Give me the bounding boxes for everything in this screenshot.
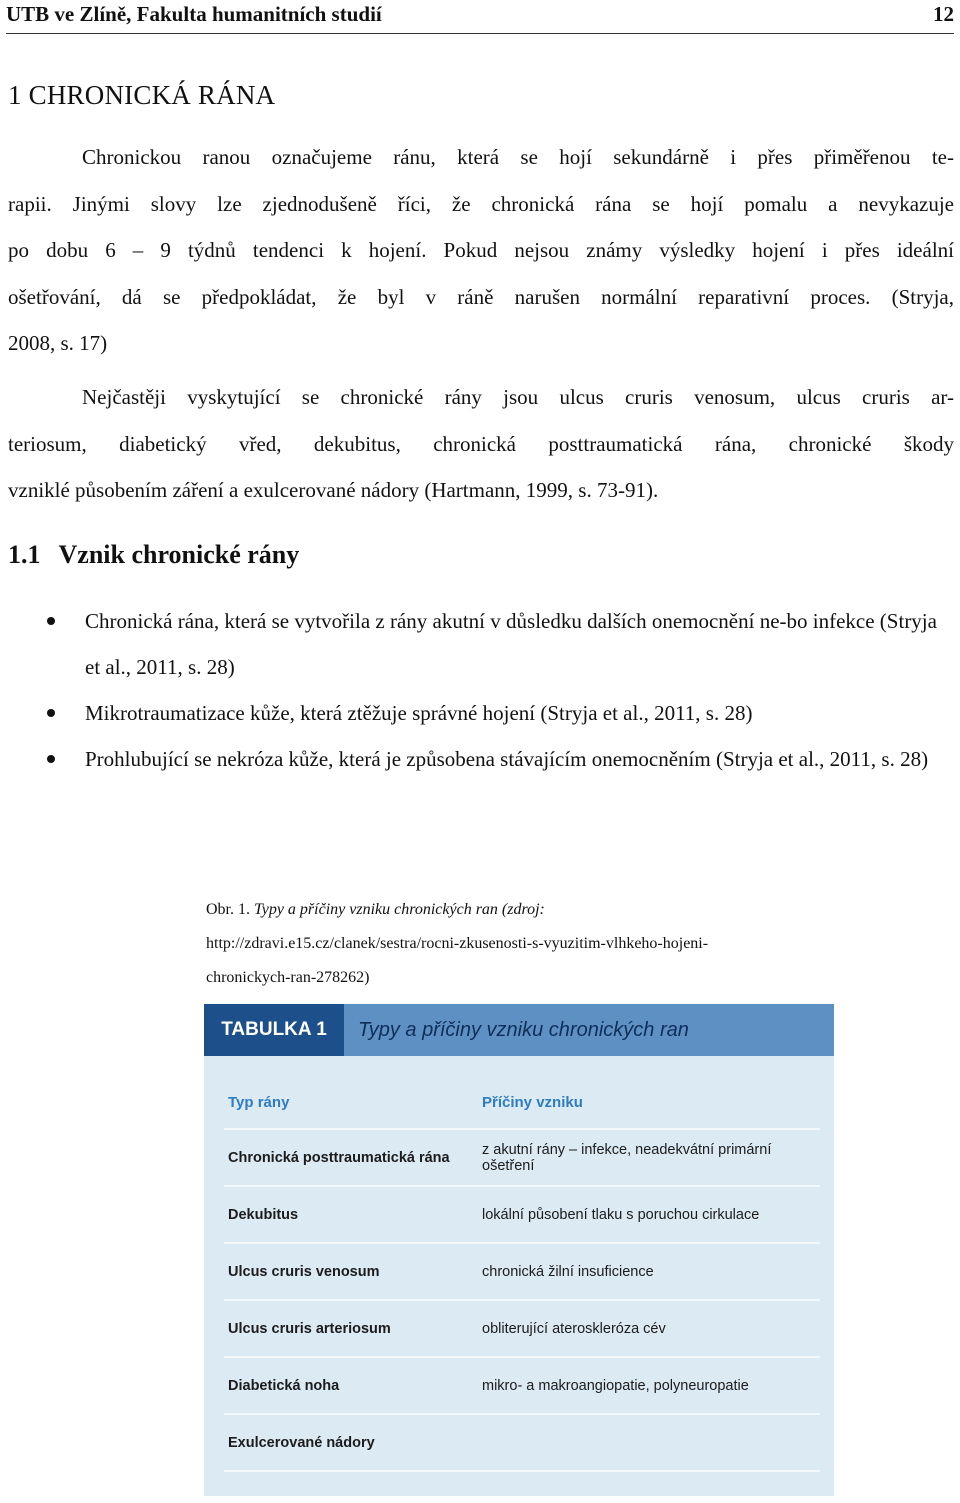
cause-list [0, 598, 960, 782]
paragraph-line: teriosum, diabetický vřed, dekubitus, chronická posttraumatická rána, chronické škody [8, 431, 954, 456]
chapter-title: 1 CHRONICKÁ RÁNA [8, 80, 276, 110]
paragraph-line: 2008, s. 17) [8, 331, 108, 355]
wound-type-cell: Exulcerované nádory [228, 1434, 375, 1451]
bullet-icon [47, 709, 55, 717]
paragraph-line: ošetřování, dá se předpokládat, že byl v ráně narušen normální reparativní proces. (Stryja, [8, 284, 954, 309]
paragraph-line: Nejčastěji vyskytující se chronické rány jsou ulcus cruris venosum, ulcus cruris ar- [82, 385, 954, 409]
table-row [224, 1187, 820, 1244]
table-header-row [224, 1076, 820, 1130]
table-row [224, 1415, 820, 1472]
list-item-text: Prohlubující se nekróza kůže, která je způsobena stávajícím onemocněním (Stryja et al., 2011, s. 28) [85, 747, 929, 771]
bullet-icon [47, 617, 55, 625]
paragraph-line: rapii. Jinými slovy lze zjednodušeně říci, že chronická rána se hojí pomalu a nevykazuje [8, 191, 954, 216]
table-row [224, 1358, 820, 1415]
paragraph-line: Chronickou ranou označujeme ránu, která se hojí sekundárně i přes přiměřenou te- [82, 145, 954, 169]
page-header [6, 0, 954, 34]
table-row [224, 1130, 820, 1187]
section-title: Vznik chronické rány [58, 540, 300, 569]
paragraph-line: po dobu 6 – 9 týdnů tendenci k hojení. Pokud nejsou známy výsledky hojení i přes ideální [8, 238, 954, 262]
page-number: 12 [933, 2, 954, 26]
wound-type-cell: Chronická posttraumatická rána [228, 1149, 450, 1166]
caption-url-line[interactable]: http://zdravi.e15.cz/clanek/sestra/rocni-zkusenosti-s-vyuzitim-vlhkeho-hojeni- [206, 935, 709, 952]
figure-header [204, 1004, 834, 1056]
paragraph-line: vzniklé působením záření a exulcerované nádory (Hartmann, 1999, s. 73-91). [8, 478, 659, 502]
list-item [0, 598, 960, 690]
section-heading [8, 540, 299, 570]
table-figure [204, 1004, 834, 1496]
cause-cell: mikro- a makroangiopatie, polyneuropatie [482, 1377, 749, 1394]
bullet-icon [47, 755, 55, 763]
cause-cell: obliterující ateroskleróza cév [482, 1320, 666, 1337]
caption-title: Typy a příčiny vzniku chronických ran (zdroj: [254, 901, 545, 918]
wound-type-cell: Ulcus cruris venosum [228, 1263, 380, 1280]
list-item-text: Chronická rána, která se vytvořila z rány akutní v důsledku dalších onemocnění ne-bo infekce (Stryja et al., 2011, s. 28) [85, 609, 937, 679]
section-number: 1.1 [8, 540, 41, 569]
paragraph-chronic-wound-definition [8, 134, 954, 367]
list-item [0, 736, 960, 782]
figure-table [224, 1076, 820, 1472]
column-header: Typ rány [228, 1093, 290, 1111]
paragraph-wound-types [8, 374, 954, 514]
figure-caption [206, 893, 826, 995]
caption-url-line[interactable]: chronickych-ran-278262) [206, 969, 370, 986]
list-item-text: Mikrotraumatizace kůže, která ztěžuje správné hojení (Stryja et al., 2011, s. 28) [85, 701, 753, 725]
wound-type-cell: Ulcus cruris arteriosum [228, 1320, 391, 1337]
cause-cell: z akutní rány – infekce, neadekvátní primární ošetření [482, 1141, 772, 1174]
figure-title: Typy a příčiny vzniku chronických ran [358, 1018, 689, 1041]
list-item [0, 690, 960, 736]
caption-prefix: Obr. 1. [206, 901, 250, 918]
figure-label: TABULKA 1 [204, 1004, 344, 1056]
wound-type-cell: Dekubitus [228, 1206, 299, 1223]
wound-type-cell: Diabetická noha [228, 1377, 340, 1394]
caption-line [206, 893, 826, 927]
cause-cell: chronická žilní insuficience [482, 1263, 654, 1280]
table-row [224, 1301, 820, 1358]
table-row [224, 1244, 820, 1301]
cause-cell: lokální působení tlaku s poruchou cirkulace [482, 1206, 760, 1223]
column-header: Příčiny vzniku [482, 1093, 583, 1111]
header-institution: UTB ve Zlíně, Fakulta humanitních studií [6, 2, 382, 26]
